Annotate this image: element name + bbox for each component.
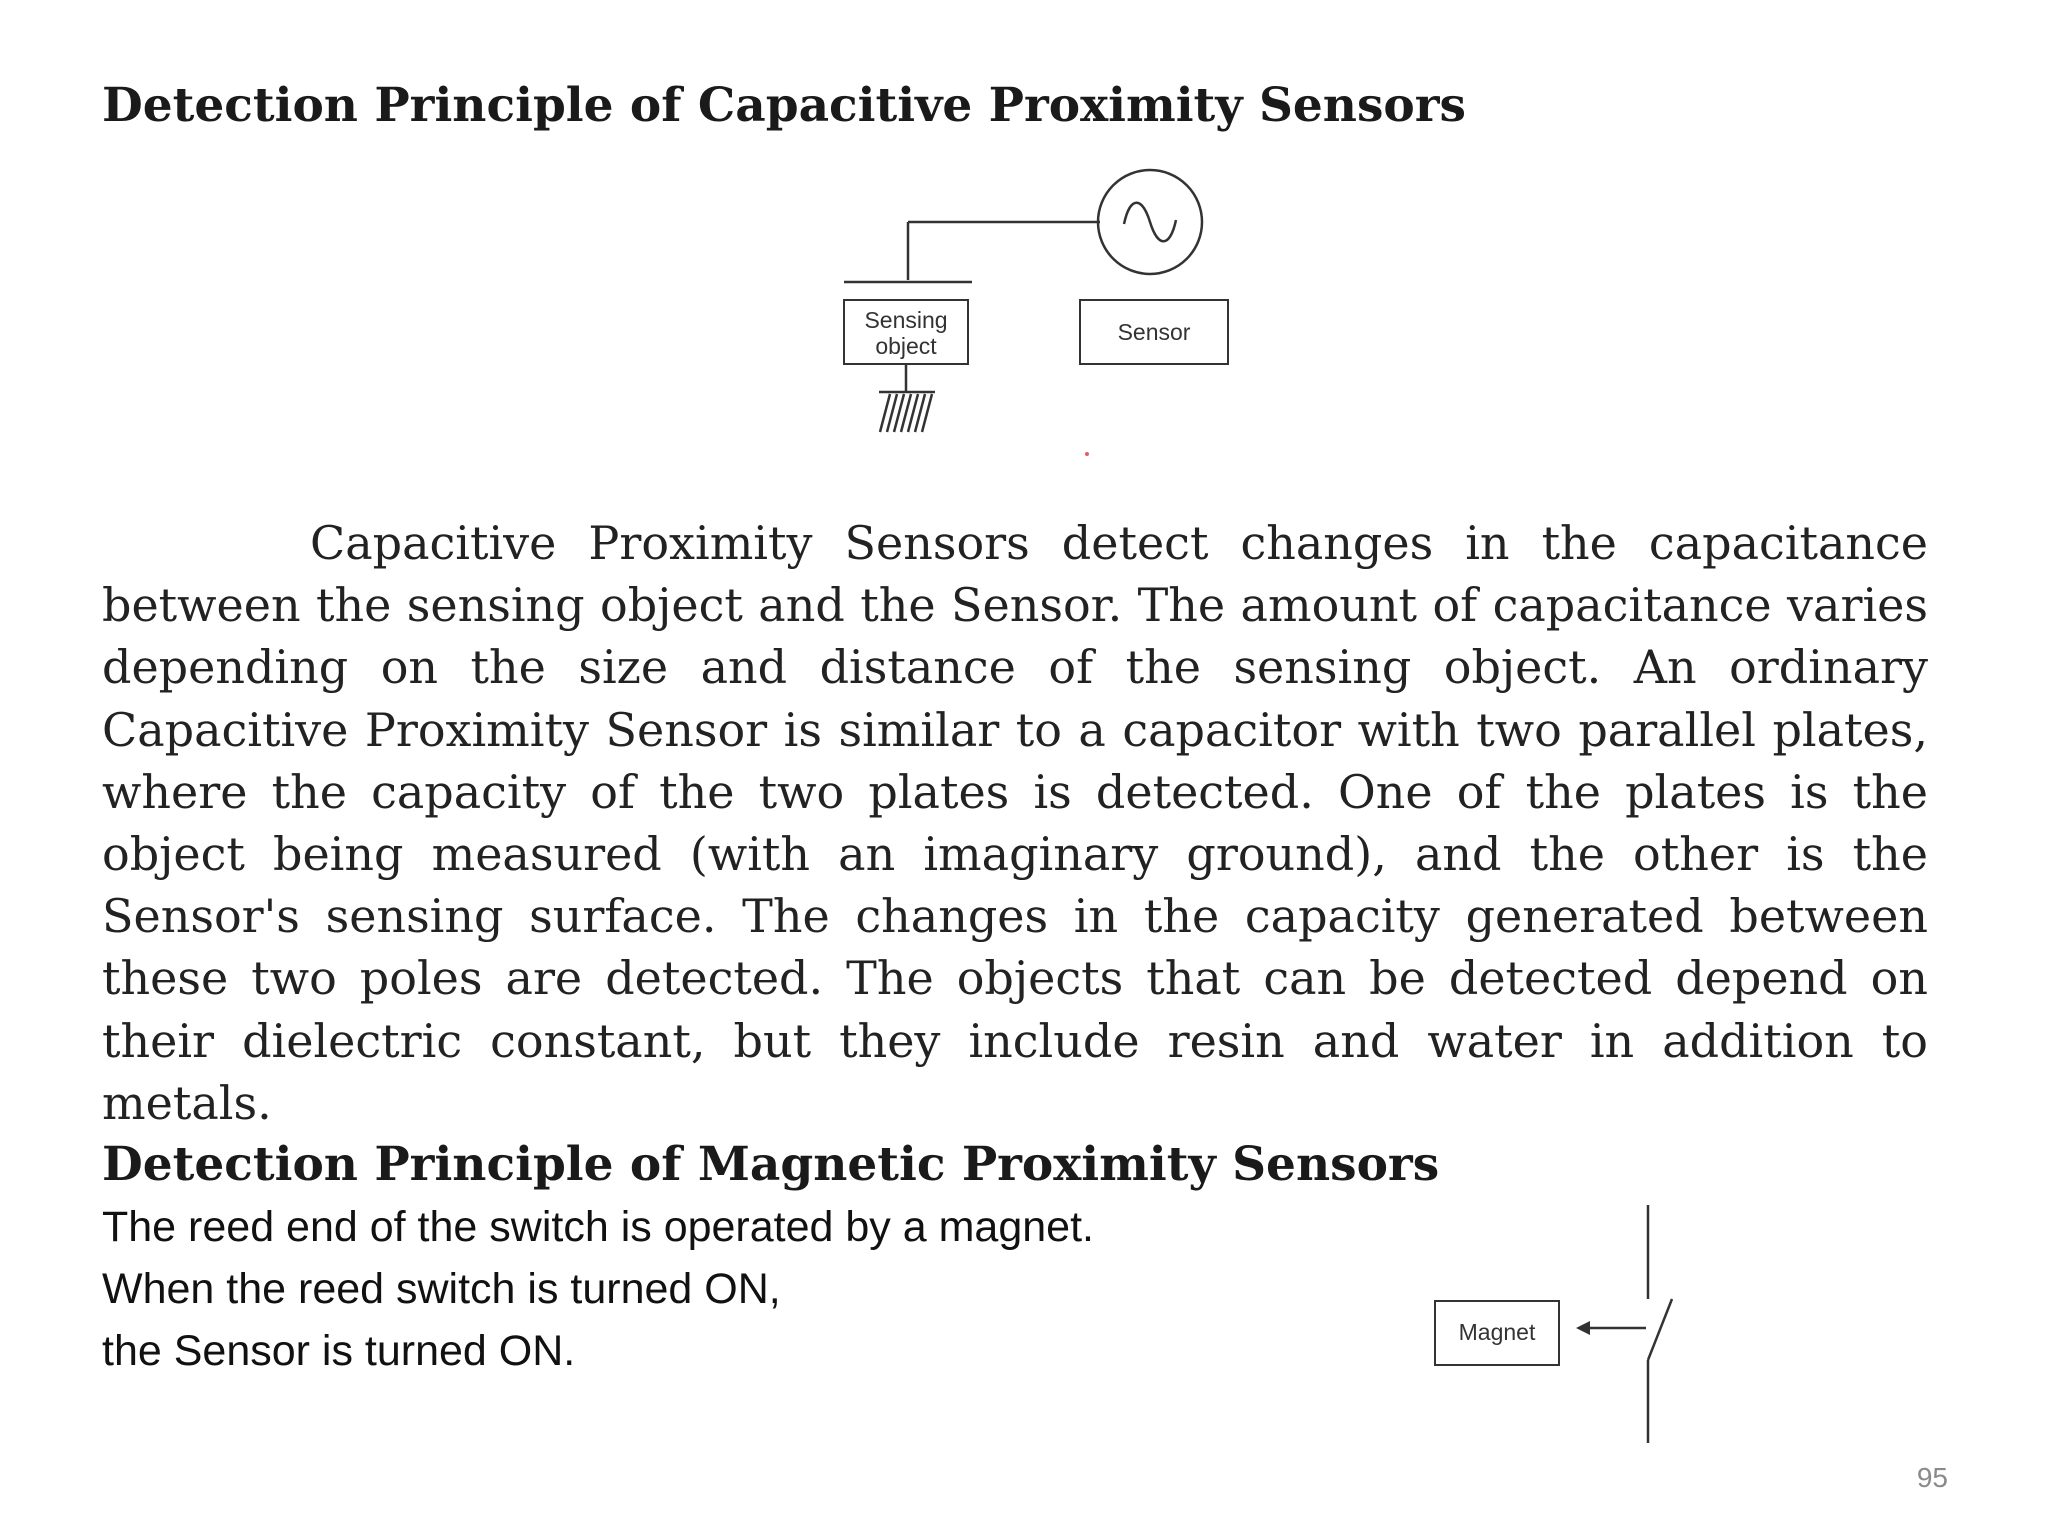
reed-switch-icon xyxy=(1648,1205,1672,1443)
sensing-object-label-line1: Sensing xyxy=(864,307,948,333)
magnet-box xyxy=(1435,1301,1559,1365)
arrow-left-icon xyxy=(1576,1321,1646,1335)
heading-capacitive: Detection Principle of Capacitive Proximity Sensors xyxy=(102,78,1466,133)
sensor-box xyxy=(1080,300,1228,364)
page-number: 95 xyxy=(1916,1462,1948,1493)
magnetic-description xyxy=(102,1196,1094,1382)
sensing-object-label-line2: object xyxy=(875,333,937,359)
magnet-label: Magnet xyxy=(1458,1319,1536,1345)
capacitive-description-paragraph: Capacitive Proximity Sensors detect changes in the capacitance between the sensing object and the Sensor. The amount of capacitance varies depending on the size and distance of the sensing object. An ordinary Capacitive Proximity Sensor is similar to a capacitor with two parallel plates, where the capacity of the two plates is detected. One of the plates is the object being measured (with an imaginary ground), and the other is the Sensor's sensing surface. The changes in the capacity generated between these two poles are detected. The objects that can be detected depend on their dielectric constant, but they include resin and water in addition to metals. xyxy=(102,516,1928,1130)
capacitive-sensor-diagram xyxy=(830,160,1230,460)
heading-magnetic: Detection Principle of Magnetic Proximity Sensors xyxy=(102,1137,1440,1192)
diagram-speck xyxy=(1085,452,1089,456)
sensing-object-box xyxy=(844,300,968,364)
magnetic-sensor-diagram xyxy=(1420,1205,1690,1445)
magnetic-line: The reed end of the switch is operated by a magnet. xyxy=(102,1203,1094,1251)
magnetic-line: When the reed switch is turned ON, xyxy=(102,1265,781,1313)
ground-icon xyxy=(879,392,935,432)
ac-source-icon xyxy=(1098,170,1202,274)
circuit-wire xyxy=(908,222,1100,280)
magnetic-line: the Sensor is turned ON. xyxy=(102,1327,576,1375)
sensor-label: Sensor xyxy=(1117,319,1191,345)
